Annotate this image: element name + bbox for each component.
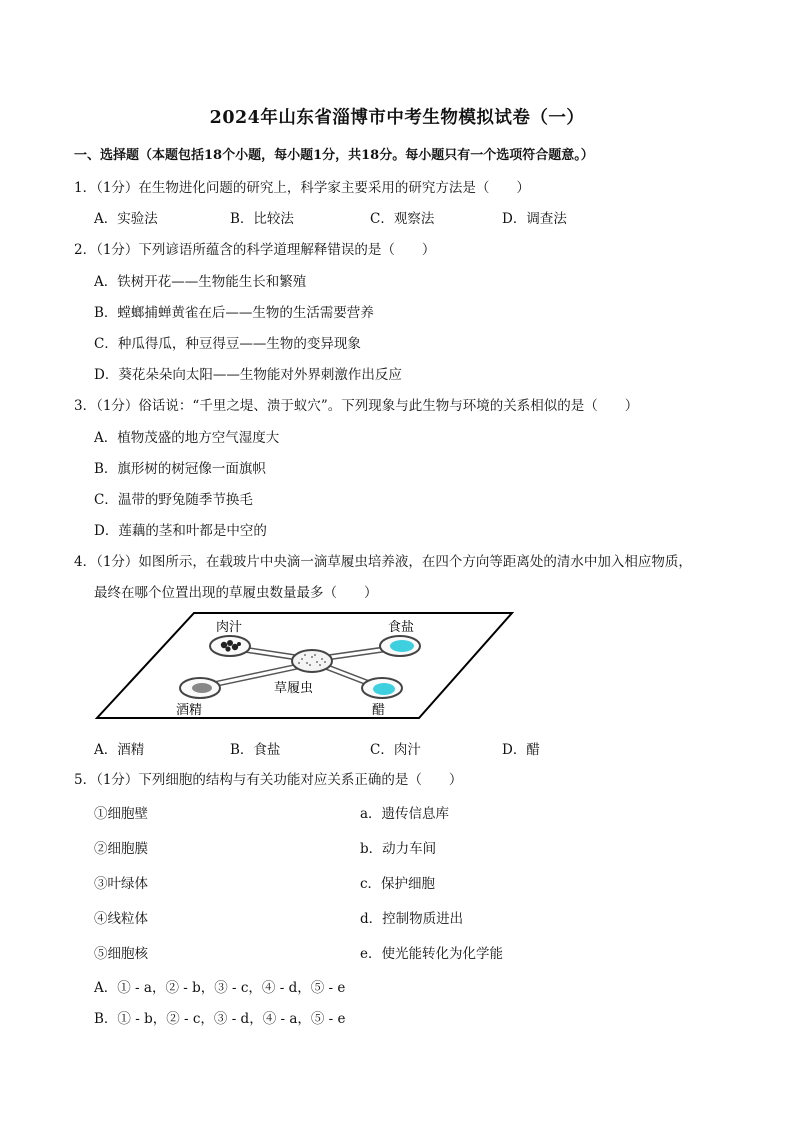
q3-option-c[interactable]: C．温带的野兔随季节换毛 bbox=[94, 492, 253, 508]
q1-option-b[interactable]: B．比较法 bbox=[230, 211, 294, 227]
q1-option-c[interactable]: C．观察法 bbox=[370, 211, 435, 227]
function-item: a．遗传信息库 bbox=[360, 806, 450, 822]
q4-option-a[interactable]: A．酒精 bbox=[94, 742, 145, 758]
q3-option-b[interactable]: B．旗形树的树冠像一面旗帜 bbox=[94, 461, 266, 477]
label-salt: 食盐 bbox=[388, 620, 415, 635]
q1-option-a[interactable]: A．实验法 bbox=[94, 211, 158, 227]
q5-option-b[interactable]: B．① - b，② - c，③ - d，④ - a，⑤ - e bbox=[94, 1011, 346, 1027]
section-heading: 一、选择题（本题包括18个小题，每小题1分，共18分。每小题只有一个选项符合题意。） bbox=[74, 148, 594, 163]
question-5-stem: 5．（1分）下列细胞的结构与有关功能对应关系正确的是（ ） bbox=[74, 772, 463, 788]
structure-item: ①细胞壁 bbox=[94, 806, 148, 822]
q2-option-c[interactable]: C．种瓜得瓜，种豆得豆——生物的变异现象 bbox=[94, 336, 361, 352]
q4-option-b[interactable]: B．食盐 bbox=[230, 742, 281, 758]
q3-option-a[interactable]: A．植物茂盛的地方空气湿度大 bbox=[94, 430, 280, 446]
alcohol-fill bbox=[192, 683, 212, 693]
q2-option-a[interactable]: A．铁树开花——生物能生长和繁殖 bbox=[94, 274, 307, 290]
q4-option-c[interactable]: C．肉汁 bbox=[370, 742, 421, 758]
structure-item: ③叶绿体 bbox=[94, 876, 148, 892]
q3-option-d[interactable]: D．莲藕的茎和叶都是中空的 bbox=[94, 523, 267, 539]
question-1-stem: 1．（1分）在生物进化问题的研究上，科学家主要采用的研究方法是（ ） bbox=[74, 180, 530, 196]
function-item: d．控制物质进出 bbox=[360, 911, 464, 927]
q2-option-d[interactable]: D．葵花朵朵向太阳——生物能对外界刺激作出反应 bbox=[94, 367, 402, 383]
label-vinegar: 醋 bbox=[372, 703, 386, 718]
slide-diagram bbox=[94, 610, 514, 722]
question-4-stem-line2: 最终在哪个位置出现的草履虫数量最多（ ） bbox=[94, 585, 378, 601]
q1-option-d[interactable]: D．调查法 bbox=[502, 211, 567, 227]
function-item: e．使光能转化为化学能 bbox=[360, 946, 503, 962]
function-item: c．保护细胞 bbox=[360, 876, 436, 892]
question-3-stem: 3．（1分）俗话说：“千里之堤、溃于蚁穴”。下列现象与此生物与环境的关系相似的是（ ） bbox=[74, 398, 639, 414]
salt-fill bbox=[390, 640, 414, 652]
question-2-stem: 2．（1分）下列谚语所蕴含的科学道理解释错误的是（ ） bbox=[74, 242, 436, 258]
structure-item: ②细胞膜 bbox=[94, 841, 148, 857]
vinegar-fill bbox=[373, 683, 395, 695]
question-4-stem-line1: 4．（1分）如图所示，在载玻片中央滴一滴草履虫培养液，在四个方向等距离处的清水中加入相应物质， bbox=[74, 554, 692, 570]
q2-option-b[interactable]: B．螳螂捕蝉黄雀在后——生物的生活需要营养 bbox=[94, 305, 374, 321]
q5-option-a[interactable]: A．① - a，② - b，③ - c，④ - d，⑤ - e bbox=[94, 980, 346, 996]
function-item: b．动力车间 bbox=[360, 841, 437, 857]
label-broth: 肉汁 bbox=[216, 620, 243, 635]
q4-option-d[interactable]: D．醋 bbox=[502, 742, 540, 758]
page-title: 2024年山东省淄博市中考生物模拟试卷（一） bbox=[209, 108, 585, 128]
label-alcohol: 酒精 bbox=[176, 703, 203, 718]
paramecium-drop bbox=[292, 650, 332, 672]
label-paramecium: 草履虫 bbox=[274, 681, 314, 696]
structure-item: ⑤细胞核 bbox=[94, 946, 148, 962]
structure-item: ④线粒体 bbox=[94, 911, 148, 927]
